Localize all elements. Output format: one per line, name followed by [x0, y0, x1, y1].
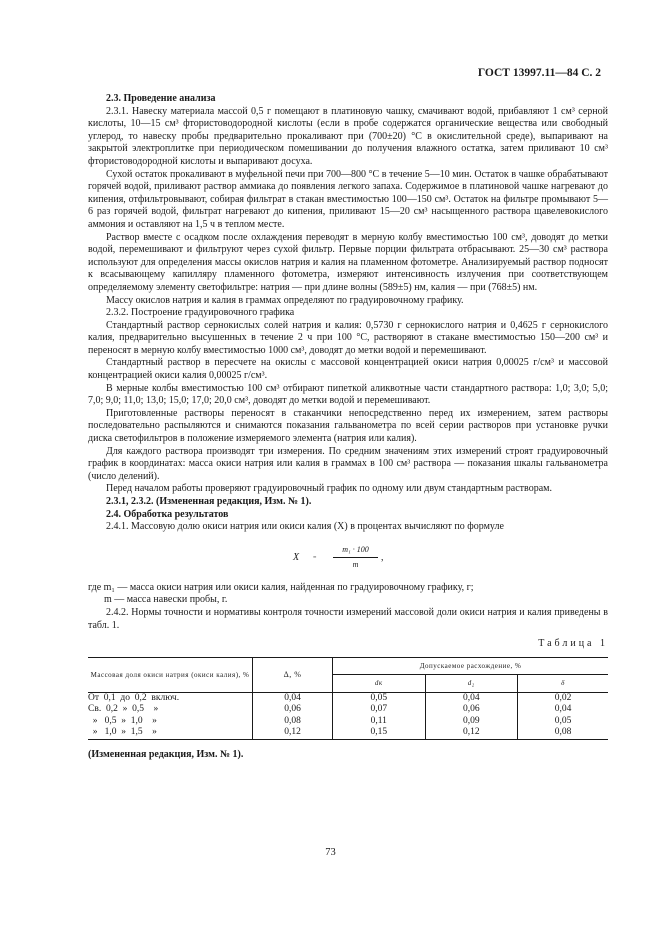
- section-2-3-title: 2.3. Проведение анализа: [106, 93, 216, 104]
- table-caption: Таблица 1: [538, 638, 608, 650]
- paragraph-standard-oxides: Стандартный раствор в пересчете на окислы с массовой концентрацией окиси натрия 0,00025 г/см³ и массовой концентрацией окиси калия 0,00025 г/см³.: [88, 357, 608, 382]
- table-cell-delta: 0,08: [253, 716, 333, 728]
- table-cell-dd: 0,05: [518, 716, 608, 728]
- table-cell-dd: 0,02: [518, 692, 608, 704]
- paragraph-three-measurements: Для каждого раствора производят три измерения. По средним значениям этих измерений строят градуировочный график в координатах: масса окиси натрия или калия в граммах в 100 см³ раствора — показания шкалы гальванометра (число делений).: [88, 445, 608, 482]
- formula-tail: ,: [381, 551, 384, 563]
- table-cell-dk: 0,07: [333, 704, 426, 716]
- table-cell-delta: 0,04: [253, 692, 333, 704]
- table-cell-dd: 0,04: [518, 704, 608, 716]
- document-body: [88, 93, 608, 762]
- page-number: 73: [325, 847, 336, 858]
- table-cell-d2: 0,09: [425, 716, 518, 728]
- paragraph-standard-solution: Стандартный раствор сернокислых солей натрия и калия: 0,5730 г сернокислого натрия и 0,4625 г сернокислого калия, предварительно высушенных в течение 2 ч при 100 °С, растворяют в стакане вместимостью 150—200 см³ и переносят в мерную колбу вместимостью 1000 см³, доводят до метки водой и перемешивают.: [88, 319, 608, 356]
- formula-fraction: [333, 544, 378, 572]
- amendment-note: (Измененная редакция, Изм. № 1).: [88, 748, 244, 760]
- paragraph-mass-oxides: Массу окислов натрия и калия в граммах определяют по градуировочному графику.: [106, 294, 464, 306]
- table-header-delta: Δ, %: [253, 657, 333, 692]
- table-row: [88, 727, 608, 739]
- formula-denominator: m: [352, 560, 359, 570]
- accuracy-table: [88, 657, 608, 740]
- table-header-delta-small: δ: [518, 675, 608, 693]
- paragraph-2-4-1: 2.4.1. Массовую долю окиси натрия или окиси калия (X) в процентах вычисляют по формуле: [106, 521, 504, 533]
- formula-lhs: X: [293, 551, 300, 563]
- formula-numerator: m₁ · 100: [333, 544, 378, 559]
- table-cell-d2: 0,06: [425, 704, 518, 716]
- table-cell-d2: 0,12: [425, 727, 518, 739]
- section-2-4-title: 2.4. Обработка результатов: [106, 508, 229, 520]
- table-cell-dd: 0,08: [518, 727, 608, 739]
- paragraph-check-graph: Перед началом работы проверяют градуировочный график по одному или двум стандартным растворам.: [106, 483, 552, 495]
- paragraph-volumetric-flasks: В мерные колбы вместимостью 100 см³ отбирают пипеткой аликвотные части стандартного раствора: 1,0; 3,0; 5,0; 7,0; 9,0; 11,0; 13,0; 15,0; 17,0; 20,0 см³, доводят до метки водой и перемешивают.: [88, 382, 608, 407]
- table-cell-d2: 0,04: [425, 692, 518, 704]
- table-cell-range: » 1,0 » 1,5 »: [88, 727, 253, 739]
- paragraph-prepared-solutions: Приготовленные растворы переносят в стаканчики непосредственно перед их измерением, затем растворы последовательно распыляются и снимаются показания гальванометра по всей серии растворов при установке ручки диска светофильтров в положение измеряемого элемента (натрия или калия).: [88, 407, 608, 445]
- paragraph-2-4-2: 2.4.2. Нормы точности и нормативы контроля точности измерений массовой доли окиси натрия и калия приведены в табл. 1.: [88, 606, 608, 631]
- table-cell-dk: 0,15: [333, 727, 426, 739]
- table-header-dk: dк: [333, 675, 426, 693]
- formula-definitions: [88, 582, 608, 607]
- paragraph-amendment-1: 2.3.1, 2.3.2. (Измененная редакция, Изм. № 1).: [106, 496, 312, 507]
- table-row: [88, 716, 608, 728]
- table-cell-range: » 0,5 » 1,0 »: [88, 715, 157, 726]
- paragraph-solution: Раствор вместе с осадком после охлаждения переводят в мерную колбу вместимостью 100 см³, доводят до метки водой, перемешивают и фильтруют через сухой фильтр. Первые порции фильтрата отбрасывают. 25—30 см³ раствора используют для определения массы окислов натрия и калия на пламенном фотометре. Анализируемый раствор подносят к всасывающему капилляру пламенного фотометра, измеряют интенсивность излучения при соответствующем определяемому элементу светофильтре: натрия — при длине волны (589±5) нм, калия — при (768±5) нм.: [88, 231, 608, 293]
- table-row: [88, 692, 608, 704]
- table-row: [88, 704, 608, 716]
- table-cell-range: Св. 0,2 » 0,5 »: [88, 704, 159, 715]
- formula-equals: =: [313, 554, 317, 561]
- page-header: ГОСТ 13997.11—84 С. 2: [477, 67, 601, 79]
- definition-m1: где m₁ — масса окиси натрия или окиси калия, найденная по градуировочному графику, г;: [88, 581, 474, 593]
- formula-mass-fraction: [88, 544, 608, 570]
- table-cell-dk: 0,11: [333, 716, 426, 728]
- table-cell-dk: 0,05: [333, 692, 426, 704]
- definition-m: m — масса навески пробы, г.: [104, 594, 228, 606]
- table-header-fraction: Массовая доля окиси натрия (окиси калия), %: [88, 657, 253, 692]
- table-cell-delta: 0,06: [253, 704, 333, 716]
- table-cell-range: От 0,1 до 0,2 включ.: [88, 692, 180, 703]
- paragraph-dry-residue: Сухой остаток прокаливают в муфельной печи при 700—800 °С в течение 5—10 мин. Остаток в чашке обрабатывают горячей водой, приливают раствор аммиака до появления легкого запаха. Содержимое в платиновой чашке нагревают до кипения, отфильтровывают, собирая фильтрат в стакан вместимостью 100—150 см³. Остаток на фильтре промывают 5—6 раз горячей водой, фильтрат нагревают до кипения, приливают 15—20 см³ насыщенного раствора щавелевокислого аммония и оставляют на 1,5 ч в теплом месте.: [88, 168, 608, 230]
- paragraph-2-3-1: 2.3.1. Навеску материала массой 0,5 г помещают в платиновую чашку, смачивают водой, прибавляют 1 см³ серной кислоты, 10—15 см³ фтористоводородной кислоты (если в пробе содержатся органические вещества или свободный углерод, то навеску пробы предварительно прокаливают при (700±20) °С в окислительной среде), выпаривают на закрытой электроплитке при периодическом помешивании до получения влажного остатка, затем приливают 10 см³ фтористоводородной кислоты и выпаривают досуха.: [88, 105, 608, 167]
- paragraph-2-3-2: 2.3.2. Построение градуировочного графика: [106, 307, 295, 319]
- table-header-allowed: Допускаемое расхождение, %: [333, 657, 609, 675]
- table-cell-delta: 0,12: [253, 727, 333, 739]
- table-header-d2: d₂: [425, 675, 518, 693]
